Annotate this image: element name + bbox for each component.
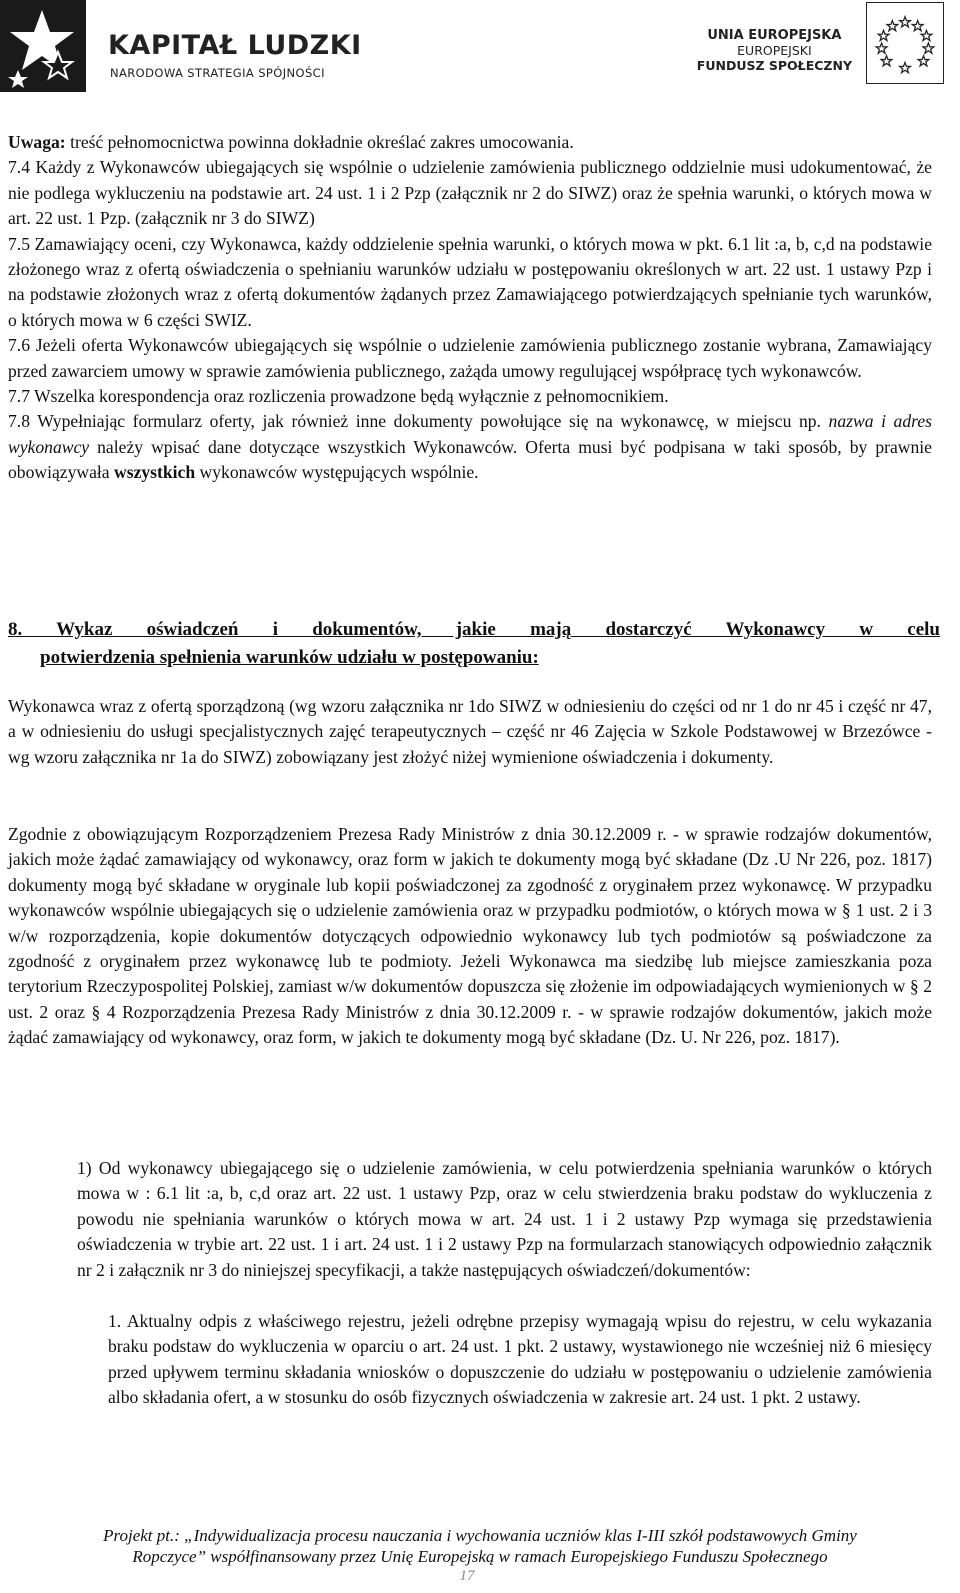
page-header [0,0,960,110]
eu-label-line2: EUROPEJSKI [737,43,812,58]
section-8-regulation [8,822,932,1051]
kapital-ludzki-title: KAPITAŁ LUDZKI [108,30,362,61]
section-8-paragraph-2: Zgodnie z obowiązującym Rozporządzeniem Prezesa Rady Ministrów z dnia 30.12.2009 r. - w sprawie rodzajów dokumentów, jakich może żądać zamawiający od wykonawcy, oraz form w jakich te dokumenty mogą być składane (Dz .U Nr 226, poz. 1817) dokumenty mogą być składane w oryginale lub kopii poświadczonej za zgodność z oryginałem przez wykonawcę. W przypadku wykonawców wspólnie ubiegających się o udzielenie zamówienia oraz w przypadku podmiotów, o których mowa w § 1 ust. 2 i 3 w/w rozporządzenia, kopie dokumentów dotyczących odpowiednio wykonawcy lub tych podmiotów są poświadczone za zgodność z oryginałem przez wykonawcę lub te podmioty. Jeżeli Wykonawca ma siedzibę lub miejsce zamieszkania poza terytorium Rzeczypospolitej Polskiej, zamiast w/w dokumentów dopuszcza się złożenie im odpowiadających wymienionych w § 2 ust. 2 oraz § 4 Rozporządzenia Prezesa Rady Ministrów z dnia 30.12.2009 r. - w sprawie rodzajów dokumentów, jakich może żądać zamawiający od wykonawcy, oraz form, w jakich te dokumenty mogą być składane (Dz. U. Nr 226, poz. 1817). [8,824,932,1048]
list-item [77,1156,932,1283]
paragraph-7-5: 7.5 Zamawiający oceni, czy Wykonawca, każdy oddzielenie spełnia warunki, o których mowa w pkt. 6.1 lit :a, b, c,d na podstawie złożonego wraz z ofertą oświadczenia o spełnianiu warunków udziału w postępowaniu określonych w art. 22 ust. 1 ustawy Pzp i na podstawie złożonych wraz z ofertą dokumentów żądanych przez Zamawiającego potwierdzających spełnianie tych warunków, o których mowa w 6 części SWIZ. [8,233,932,330]
footer-line-2: Ropczyce” współfinansowany przez Unię Europejską w ramach Europejskiego Funduszu Społecznego [132,1547,828,1566]
footer-line-1: Projekt pt.: „Indywidualizacja procesu nauczania i wychowania uczniów klas I-III szkół podstawowych Gminy [103,1526,857,1545]
section-8-heading-line2: potwierdzenia spełnienia warunków udziału w postępowaniu: [40,647,539,668]
section-8-heading-line1: 8. Wykaz oświadczeń i dokumentów, jakie mają dostarczyć Wykonawcy w celu [8,619,940,640]
eu-fund-label [697,28,852,73]
eu-label-line3: FUNDUSZ SPOŁECZNY [696,58,852,73]
paragraph-7-7: 7.7 Wszelka korespondencja oraz rozliczenia prowadzone będą wyłącznie z pełnomocnikiem. [8,386,669,407]
kapital-ludzki-subtitle: NARODOWA STRATEGIA SPÓJNOŚCI [110,66,325,80]
page-number: 17 [459,1568,475,1584]
paragraph-7-8-part-c: wykonawców występujących wspólnie. [195,462,479,483]
eu-label-line1: UNIA EUROPEJSKA [707,28,842,43]
uwaga-paragraph [8,130,932,155]
paragraph-7-8-italic: nazwa i adres wykonawcy [8,411,932,457]
sub-item-1-text: 1. Aktualny odpis z właściwego rejestru, jeżeli odrębne przepisy wymagają wpisu do rejestru, w celu wykazania braku podstaw do wykluczenia w oparciu o art. 24 ust. 1 pkt. 2 ustawy, wystawionego nie wcześniej niż 6 miesięcy przed upływem terminu składania wniosków o dopuszczenie do udziału w postępowaniu o udzielenie zamówienia albo składania ofert, a w stosunku do osób fizycznych oświadczenia w zakresie art. 24 ust. 1 pkt. 2 ustawy. [108,1311,932,1408]
eu-flag-icon [866,2,944,84]
paragraph-7-6: 7.6 Jeżeli oferta Wykonawców ubiegających się wspólnie o udzielenie zamówienia publicznego zostanie wybrana, Zamawiający przed zawarciem umowy w sprawie zamówienia publicznego, zażąda umowy regulującej współpracę tych wykonawców. [8,335,932,381]
section-7-block [8,130,932,486]
paragraph-7-8-part-a: 7.8 Wypełniając formularz oferty, jak również inne dokumenty powołujące się na wykonawcę, w miejscu np. [8,411,829,432]
paragraph-7-8-bold: wszystkich [114,462,196,483]
paragraph-7-8 [8,409,932,485]
section-8-heading [8,616,940,672]
uwaga-text: treść pełnomocnictwa powinna dokładnie określać zakres umocowania. [65,132,574,152]
list-item [108,1309,932,1411]
list-item-1-text: 1) Od wykonawcy ubiegającego się o udzielenie zamówienia, w celu potwierdzenia spełniania warunków o których mowa w : 6.1 lit :a, b, c,d oraz art. 22 ust. 1 ustawy Pzp, oraz w celu stwierdzenia braku podstaw do wykluczenia z powodu nie spełniania warunków o których mowa w art. 24 ust. 1 i 2 ustawy Pzp wymaga się przedstawienia oświadczenia w trybie art. 22 ust. 1 i art. 24 ust. 1 i 2 ustawy Pzp na formularzach stanowiących odpowiednio załącznik nr 2 i załącznik nr 3 do niniejszej specyfikacji, a także następujących oświadczeń/dokumentów: [77,1158,932,1280]
paragraph-7-8-part-b: należy wpisać dane dotyczące wszystkich Wykonawców. Oferta musi być podpisana w taki sposób, by prawnie obowiązywała [8,436,932,483]
section-8-intro [8,694,932,770]
page-footer [0,1525,960,1567]
section-8-paragraph-1: Wykonawca wraz z ofertą sporządzoną (wg wzoru załącznika nr 1do SIWZ w odniesieniu do części od nr 1 do nr 45 i część nr 47, a w odniesieniu do usługi specjalistycznych zajęć terapeutycznych – część nr 46 Zajęcia w Szkole Podstawowej w Brzezówce - wg wzoru załącznika nr 1a do SIWZ) zobowiązany jest złożyć niżej wymienione oświadczenia i dokumenty. [8,696,932,767]
kapital-ludzki-logo-icon [0,0,86,92]
uwaga-label: Uwaga: [8,132,66,152]
paragraph-7-4: 7.4 Każdy z Wykonawców ubiegających się wspólnie o udzielenie zamówienia publicznego oddzielnie musi udokumentować, że nie podlega wykluczeniu na podstawie art. 24 ust. 1 i 2 Pzp (załącznik nr 2 do SIWZ) oraz że spełnia warunki, o których mowa w art. 22 ust. 1 Pzp. (załącznik nr 3 do SIWZ) [8,157,932,229]
